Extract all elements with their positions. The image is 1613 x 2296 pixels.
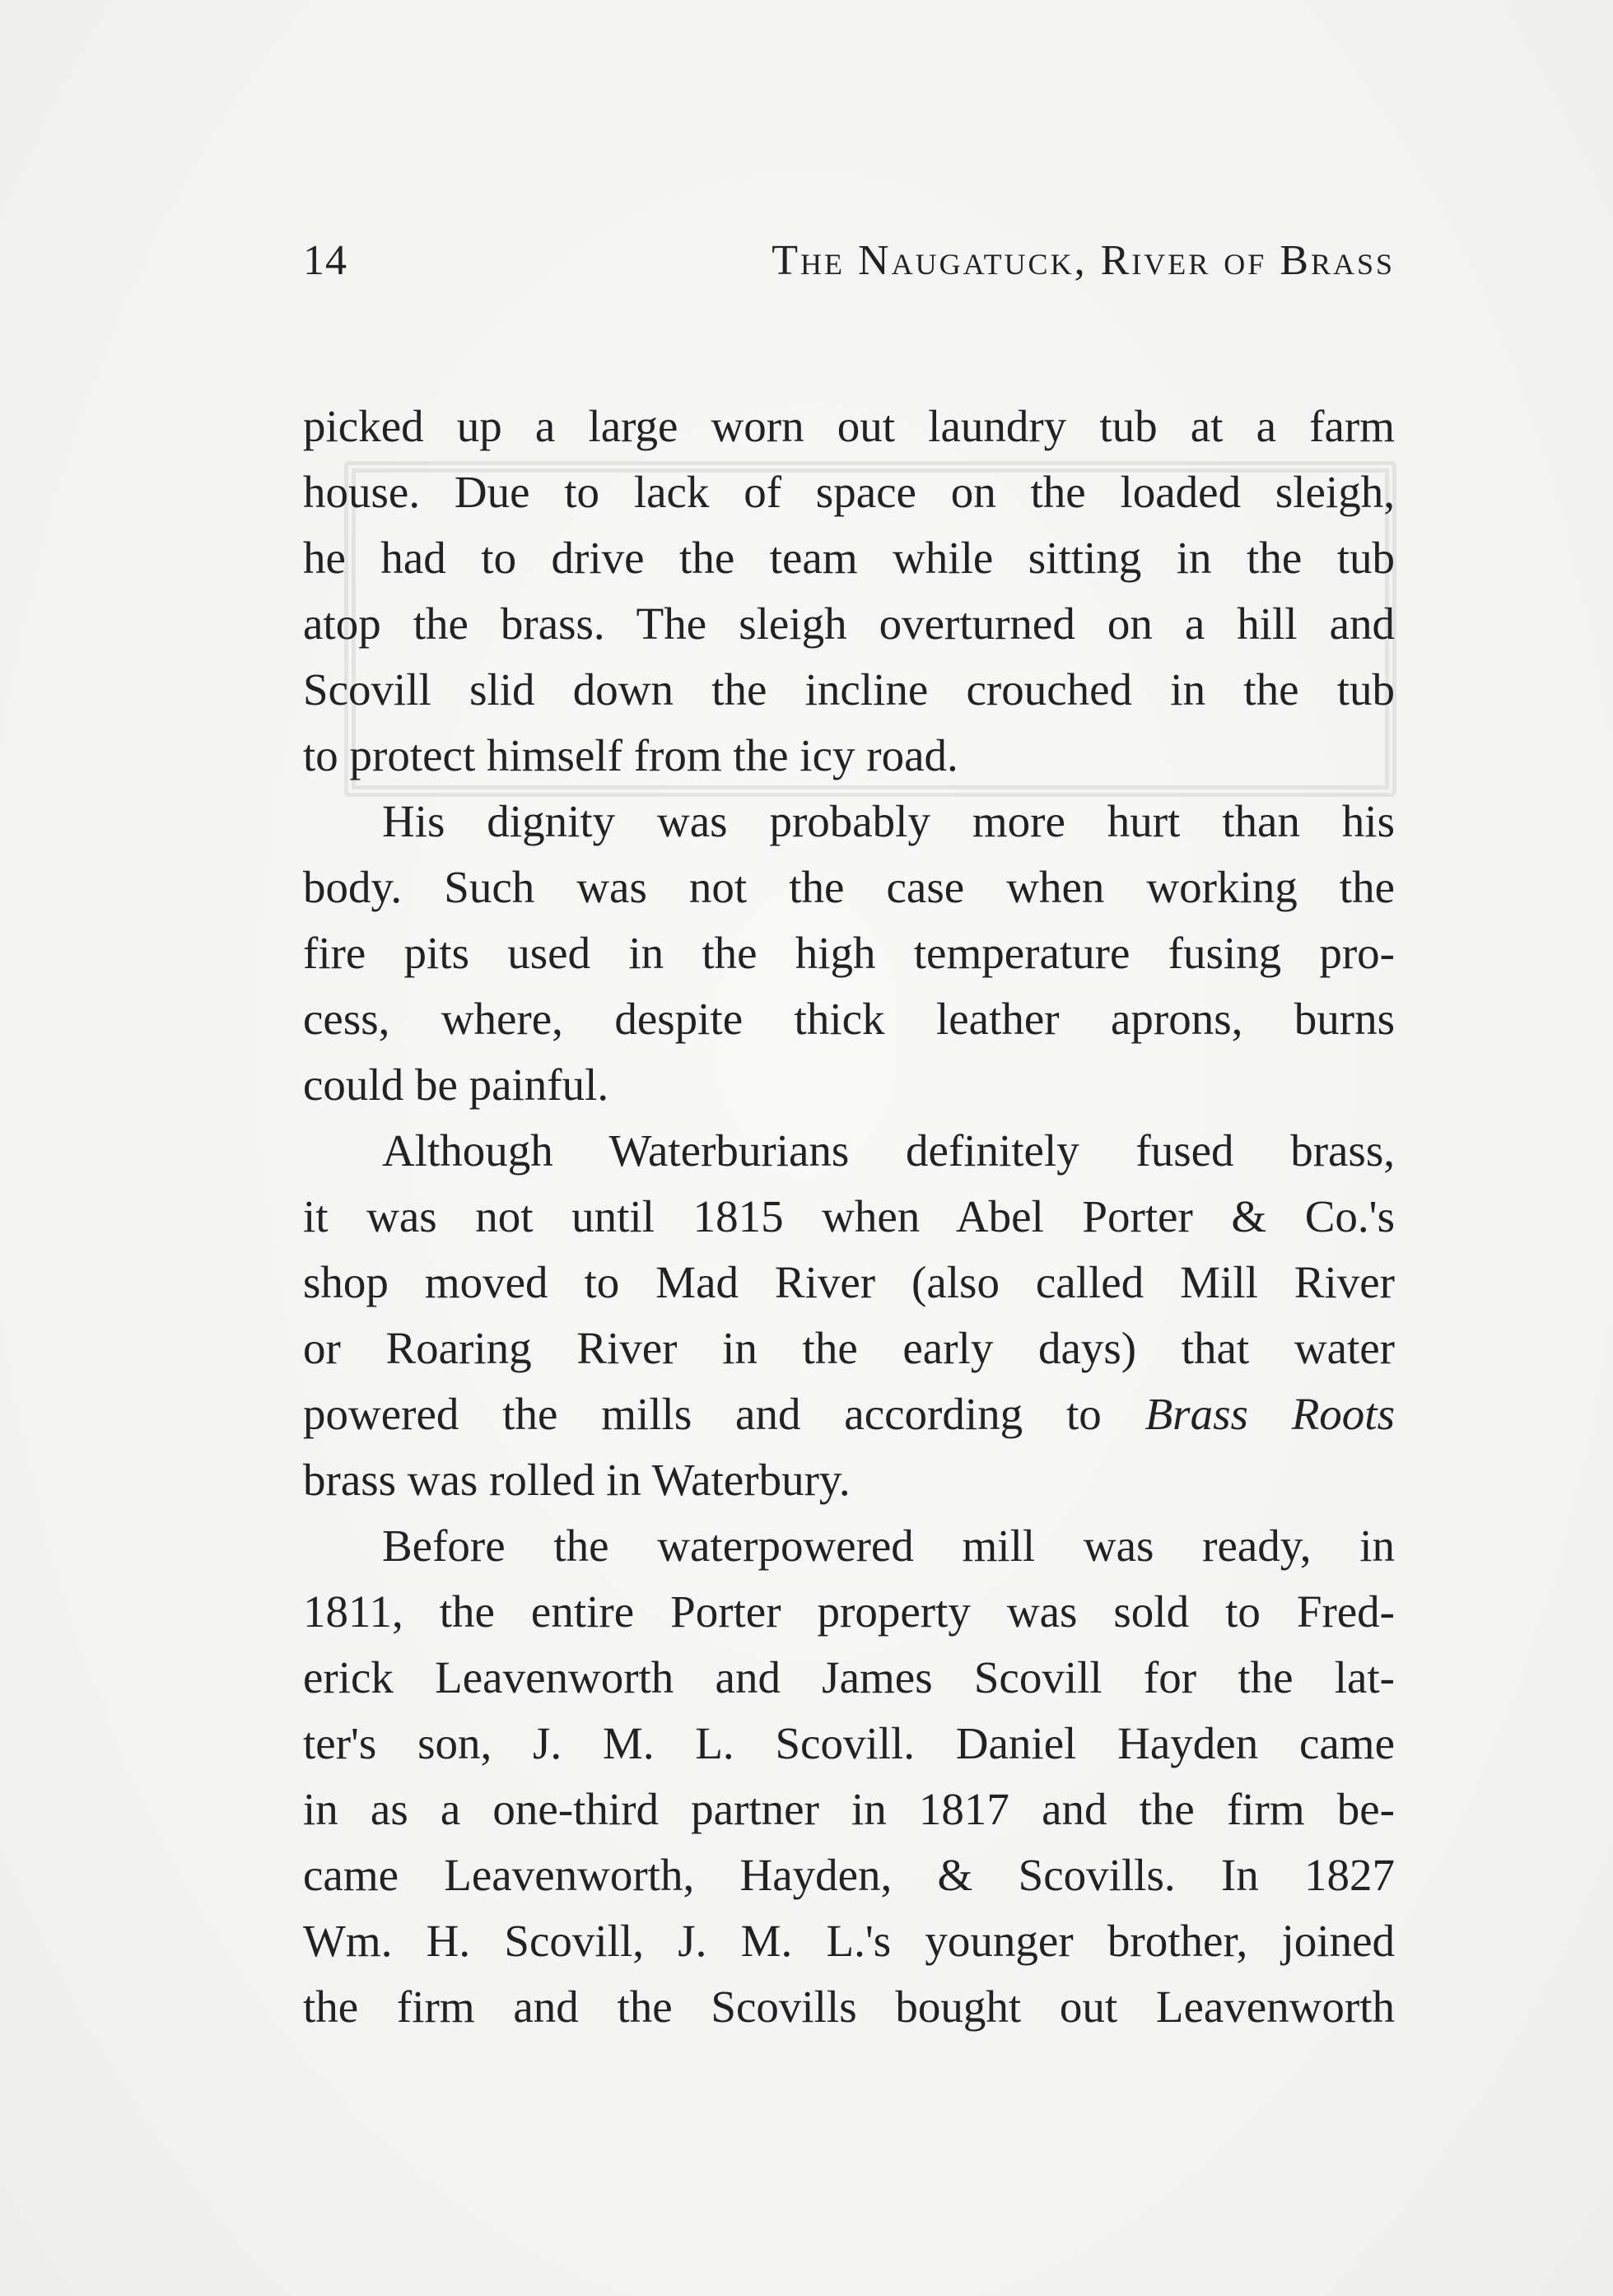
page-number: 14 bbox=[303, 237, 347, 284]
page-header bbox=[303, 232, 1395, 290]
text-line: powered the mills and according to Brass Roots bbox=[303, 1389, 1395, 1439]
text-line: erick Leavenworth and James Scovill for the lat- bbox=[303, 1652, 1395, 1702]
paragraph-start-line: Before the waterpowered mill was ready, in bbox=[382, 1521, 1395, 1571]
text-line: picked up a large worn out laundry tub at a farm bbox=[303, 401, 1395, 451]
text-line: house. Due to lack of space on the loaded sleigh, bbox=[303, 467, 1395, 517]
text-line: ter's son, J. M. L. Scovill. Daniel Hayden came bbox=[303, 1718, 1395, 1768]
text-line: shop moved to Mad River (also called Mill River bbox=[303, 1257, 1395, 1307]
text-line: it was not until 1815 when Abel Porter & Co.'s bbox=[303, 1191, 1395, 1241]
paragraph-start-line: His dignity was probably more hurt than his bbox=[382, 796, 1395, 846]
body-text bbox=[303, 394, 1395, 2040]
text-line: in as a one-third partner in 1817 and the firm be- bbox=[303, 1784, 1395, 1834]
paragraph-start-line: Although Waterburians definitely fused brass, bbox=[382, 1125, 1395, 1176]
text-line: the firm and the Scovills bought out Leavenworth bbox=[303, 1982, 1395, 2032]
text-line: fire pits used in the high temperature fusing pro- bbox=[303, 928, 1395, 978]
text-line: 1811, the entire Porter property was sold to Fred- bbox=[303, 1586, 1395, 1637]
text-line: came Leavenworth, Hayden, & Scovills. In 1827 bbox=[303, 1850, 1395, 1900]
text-line: cess, where, despite thick leather aprons, burns bbox=[303, 994, 1395, 1044]
text-line: to protect himself from the icy road. bbox=[303, 730, 958, 780]
text-line: body. Such was not the case when working the bbox=[303, 862, 1395, 912]
book-title-italic: Brass Roots bbox=[1144, 1389, 1395, 1439]
text-line: atop the brass. The sleigh overturned on a hill and bbox=[303, 598, 1395, 649]
text-line: Scovill slid down the incline crouched in the tub bbox=[303, 664, 1395, 715]
text-line: or Roaring River in the early days) that water bbox=[303, 1323, 1395, 1373]
text-line: he had to drive the team while sitting in the tub bbox=[303, 533, 1395, 583]
running-title: The Naugatuck, River of Brass bbox=[772, 237, 1395, 284]
text-line: brass was rolled in Waterbury. bbox=[303, 1455, 851, 1505]
text-line: could be painful. bbox=[303, 1060, 609, 1110]
text-line: Wm. H. Scovill, J. M. L.'s younger brother, joined bbox=[303, 1916, 1395, 1966]
